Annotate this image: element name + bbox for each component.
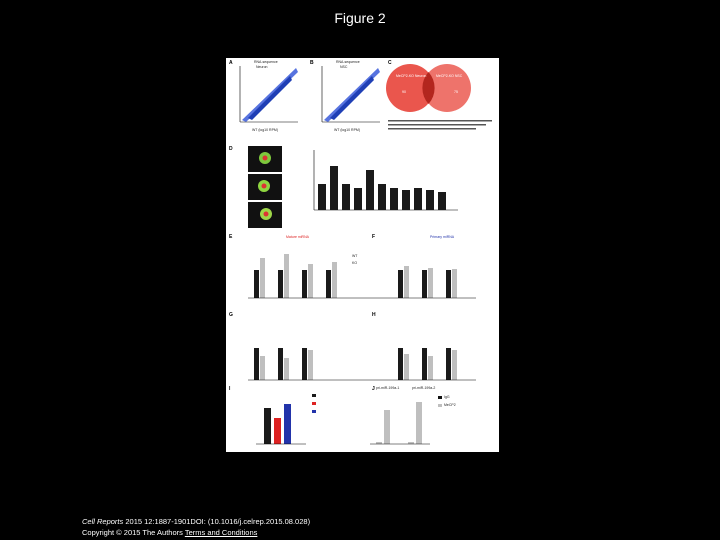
panel-label-h: H xyxy=(372,312,376,318)
journal-name: Cell Reports xyxy=(82,517,124,526)
panel-b-subtitle: NSC xyxy=(340,65,348,69)
panel-label-j: J xyxy=(372,386,375,392)
panel-i-bars xyxy=(256,394,316,444)
legend-igg: IgG xyxy=(444,395,450,399)
panel-j-bars xyxy=(370,396,442,444)
panel-label-d: D xyxy=(229,146,233,152)
panel-label-a: A xyxy=(229,60,233,66)
panel-a-xlabel: WT (log10 RPM) xyxy=(252,128,278,132)
terms-link[interactable]: Terms and Conditions xyxy=(184,528,258,537)
mature-label-e: Mature miRNA xyxy=(286,235,309,239)
panel-b-title: RNA-sequence xyxy=(336,60,360,64)
panel-j-left-label: pri-miR-199a-1 xyxy=(376,386,400,390)
venn-left-label: MeCP2-KO Neuron xyxy=(396,74,427,78)
panel-b-scatter xyxy=(322,66,380,122)
figure-graphic xyxy=(226,58,499,452)
panel-label-g: G xyxy=(229,312,233,318)
panel-label-b: B xyxy=(310,60,314,66)
panel-d-cell-images xyxy=(248,146,282,228)
panel-label-i: I xyxy=(229,386,231,392)
panel-label-c: C xyxy=(388,60,392,66)
panel-b-xlabel: WT (log10 RPM) xyxy=(334,128,360,132)
panel-c-caption xyxy=(388,120,492,130)
panel-label-f: F xyxy=(372,234,376,240)
panel-g-h-bars xyxy=(248,348,476,380)
copyright-line xyxy=(82,527,310,538)
citation-line xyxy=(82,516,310,527)
venn-right-label: MeCP2-KO NSC xyxy=(436,74,463,78)
venn-right-count: 75 xyxy=(454,90,458,94)
citation-text: 2015 12:1887-1901DOI: (10.1016/j.celrep.2015.08.028) xyxy=(123,517,311,526)
panel-c-venn xyxy=(386,64,471,112)
primary-label-f: Primary miRNA xyxy=(430,235,455,239)
slide-title: Figure 2 xyxy=(334,10,386,26)
panel-j-right-label: pri-miR-199a-2 xyxy=(412,386,436,390)
panel-label-e: E xyxy=(229,234,233,240)
panel-d-barchart xyxy=(314,150,458,210)
panel-e-f-bars xyxy=(248,254,476,298)
panel-a-scatter xyxy=(240,66,298,122)
venn-left-count: 90 xyxy=(402,90,406,94)
figure-image xyxy=(226,58,499,452)
panel-a-subtitle: Neuron xyxy=(256,65,268,69)
legend-mecp2: MeCP2 xyxy=(444,403,456,407)
citation-footer xyxy=(82,516,310,538)
panel-a-title: RNA-sequence xyxy=(254,60,278,64)
legend-ko: KO xyxy=(352,261,358,265)
legend-wt: WT xyxy=(352,254,358,258)
copyright-text: Copyright © 2015 The Authors xyxy=(82,528,183,537)
